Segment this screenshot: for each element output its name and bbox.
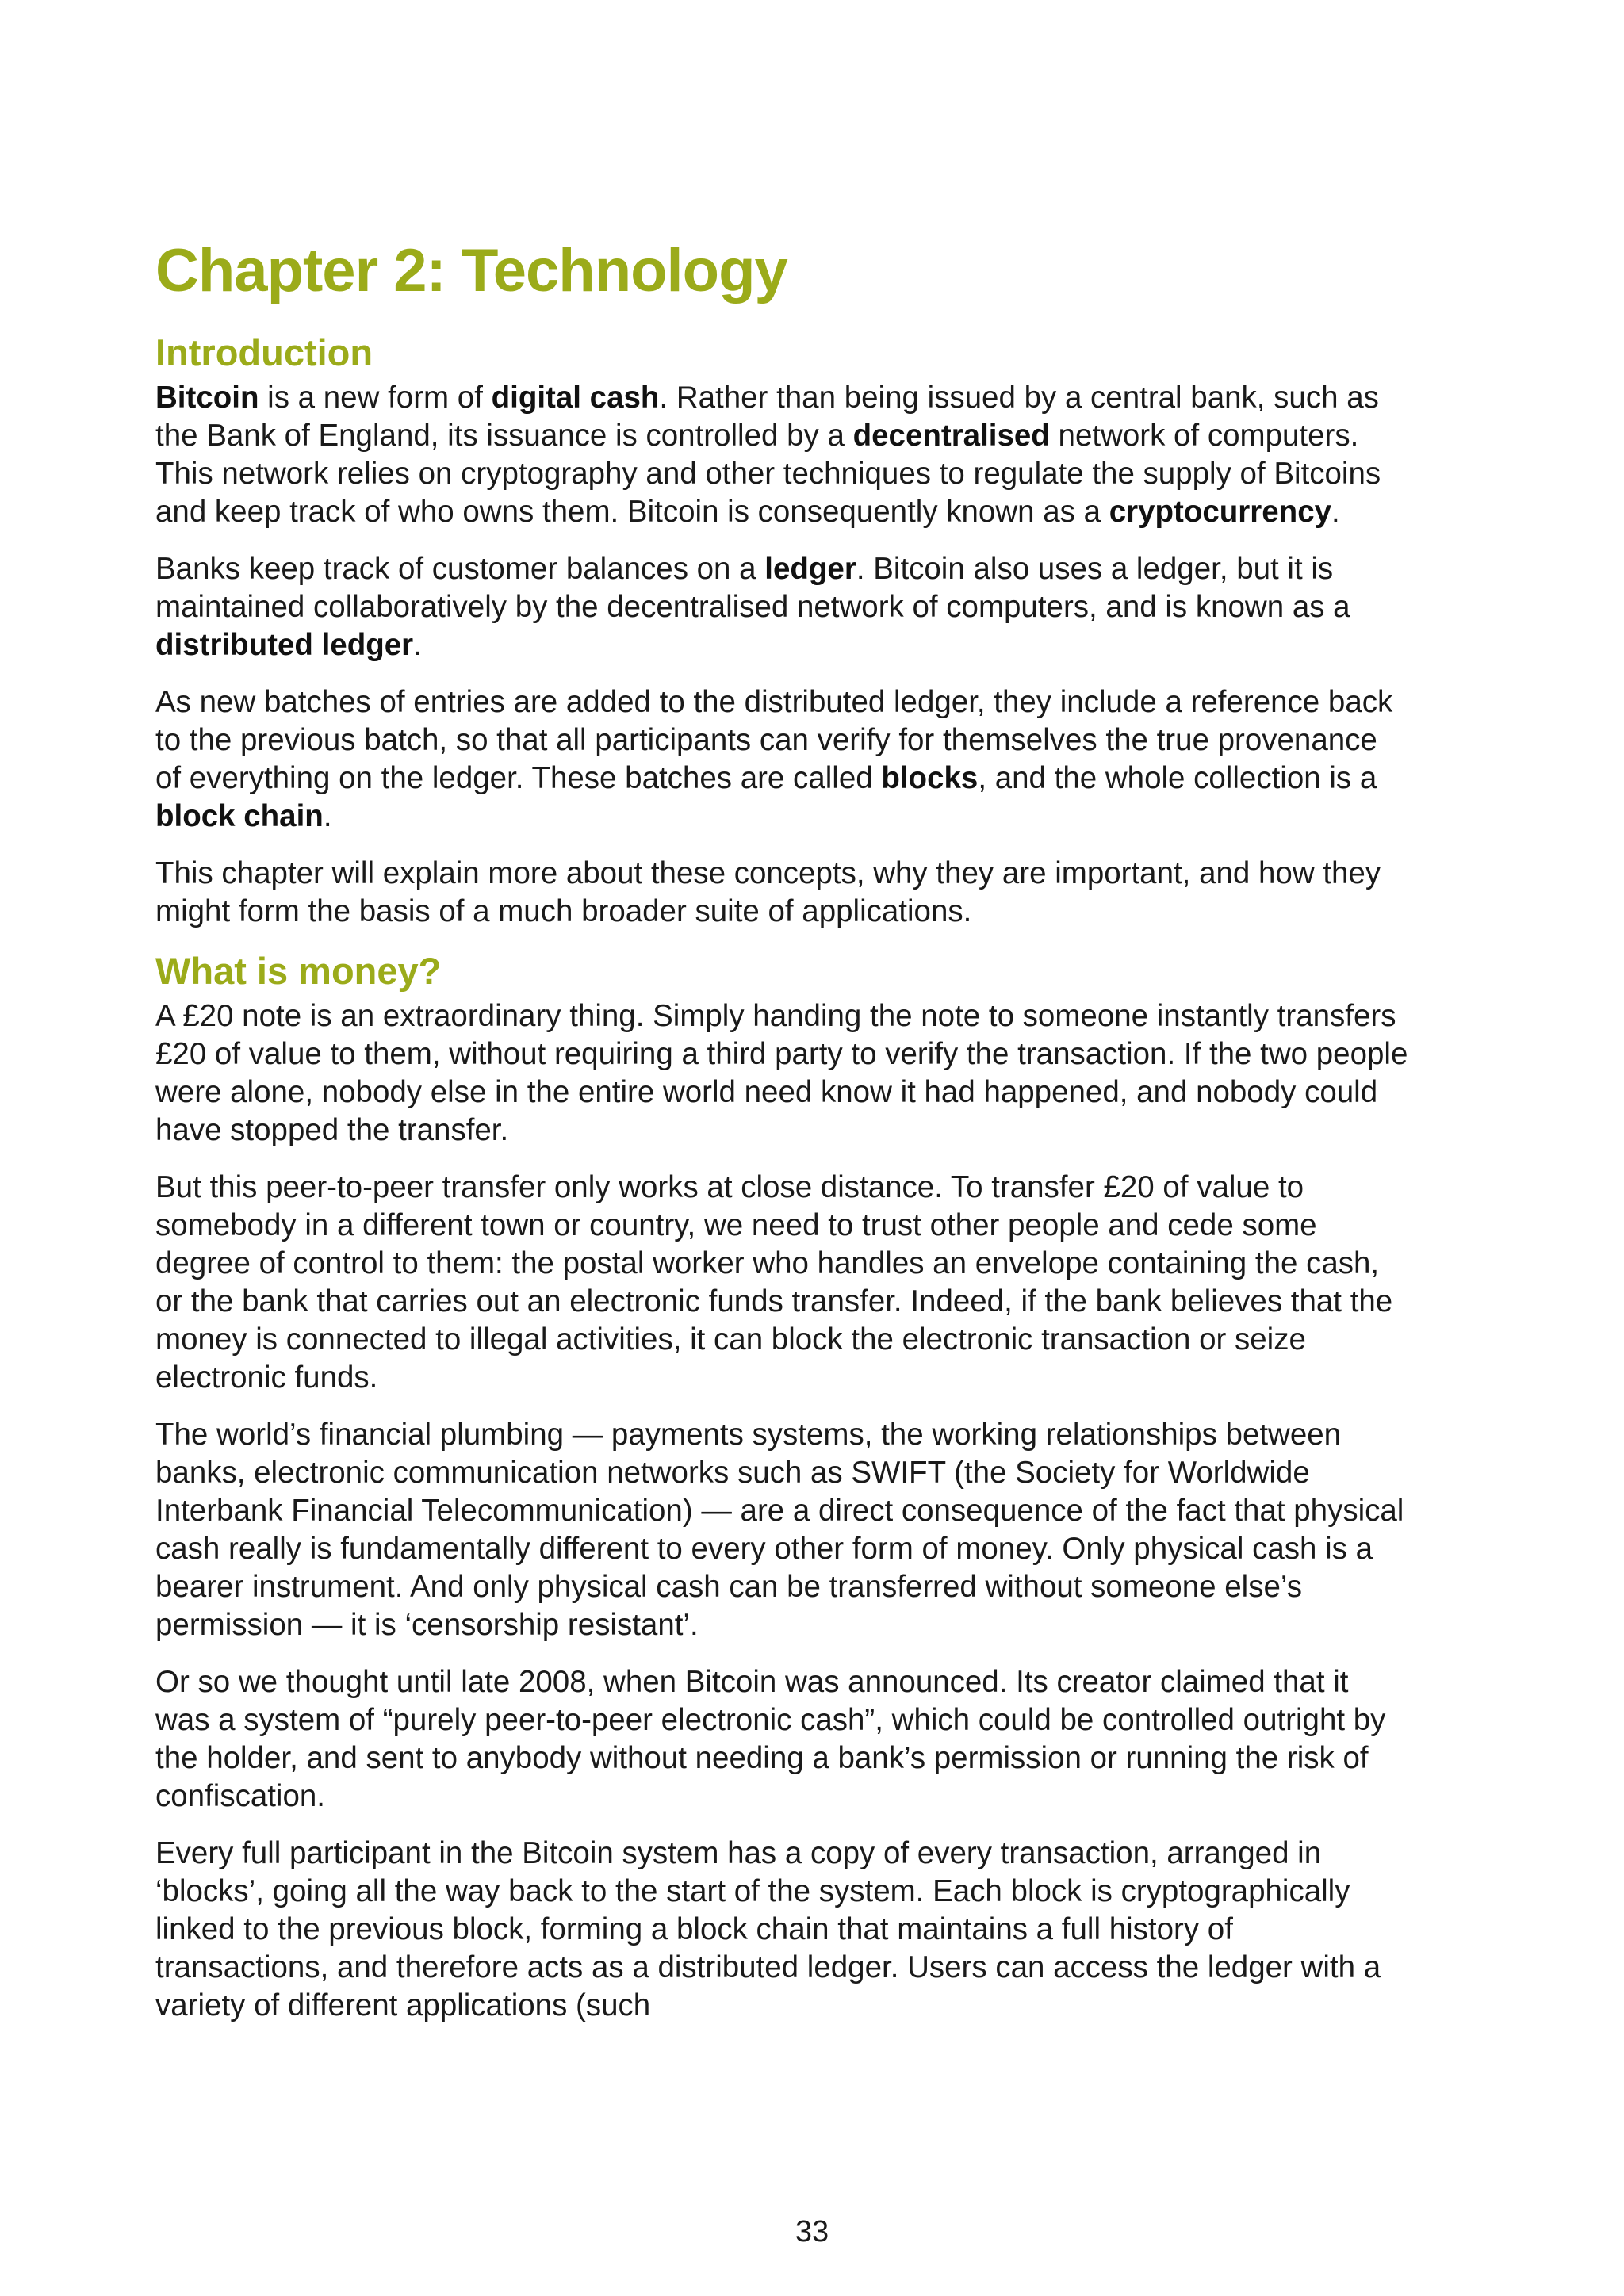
- term-blocks: blocks: [881, 760, 979, 795]
- money-paragraph-3: The world’s financial plumbing — payments systems, the working relationships between banks, electronic communication networks such as SWIFT (the Society for Worldwide Interbank Financial Telecommunication) — are a direct consequence of the fact that physical cash really is fundamentally different to every other form of money. Only physical cash is a bearer instrument. And only physical cash can be transferred without someone else’s permission — it is ‘censorship resistant’.: [155, 1417, 1404, 1642]
- intro-paragraph-2: [155, 550, 1408, 664]
- section-heading-what-is-money: What is money?: [155, 949, 442, 992]
- text-run: , and the whole collection is a: [978, 760, 1377, 795]
- text-run: .: [323, 798, 332, 833]
- text-run: Banks keep track of customer balances on a: [155, 551, 765, 586]
- text-run: . Bitcoin also uses a ledger, but it is maintained collaboratively by the decentralised network of computers, and is known as a: [155, 551, 1350, 624]
- money-paragraph-4: Or so we thought until late 2008, when Bitcoin was announced. Its creator claimed that it was a system of “purely peer-to-peer electronic cash”, which could be controlled outright by the holder, and sent to anybody without needing a bank’s permission or running the risk of confiscation.: [155, 1664, 1386, 1813]
- intro-paragraph-4: This chapter will explain more about these concepts, why they are important, and how they might form the basis of a much broader suite of applications.: [155, 855, 1381, 928]
- text-run: network of computers. This network relies on cryptography and other techniques to regulate the supply of Bitcoins and keep track of who owns them. Bitcoin is consequently known as a: [155, 418, 1381, 529]
- text-run: .: [1331, 494, 1340, 529]
- term-distributed-ledger: distributed ledger: [155, 627, 414, 662]
- intro-paragraph-1: [155, 379, 1408, 531]
- document-page: [155, 238, 1408, 2044]
- term-decentralised: decentralised: [852, 418, 1050, 453]
- intro-paragraph-3: [155, 683, 1408, 836]
- text-run: is a new form of: [259, 380, 492, 415]
- term-digital-cash: digital cash: [491, 380, 660, 415]
- section-heading-introduction: Introduction: [155, 331, 373, 373]
- term-cryptocurrency: cryptocurrency: [1109, 494, 1332, 529]
- money-paragraph-2: But this peer-to-peer transfer only works at close distance. To transfer £20 of value to somebody in a different town or country, we need to trust other people and cede some degree of control to them: the postal worker who handles an envelope containing the cash, or the bank that carries out an electronic funds transfer. Indeed, if the bank believes that the money is connected to illegal activities, it can block the electronic transaction or seize electronic funds.: [155, 1169, 1393, 1395]
- term-block-chain: block chain: [155, 798, 324, 833]
- text-run: . Rather than being issued by a central bank, such as the Bank of England, its issuance is controlled by a: [155, 380, 1379, 453]
- money-paragraph-1: A £20 note is an extraordinary thing. Simply handing the note to someone instantly transfers £20 of value to them, without requiring a third party to verify the transaction. If the two people were alone, nobody else in the entire world need know it had happened, and nobody could have stopped the transfer.: [155, 998, 1408, 1147]
- text-run: .: [413, 627, 422, 662]
- chapter-title: Chapter 2: Technology: [155, 237, 787, 304]
- term-ledger: ledger: [764, 551, 856, 586]
- money-paragraph-5: Every full participant in the Bitcoin system has a copy of every transaction, arranged in ‘blocks’, going all the way back to the start of the system. Each block is cryptographically linked to the previous block, forming a block chain that maintains a full history of transactions, and therefore acts as a distributed ledger. Users can access the ledger with a variety of different applications (such: [155, 1835, 1381, 2022]
- term-bitcoin: Bitcoin: [155, 380, 259, 415]
- text-run: As new batches of entries are added to the distributed ledger, they include a reference back to the previous batch, so that all participants can verify for themselves the true provenance of everything on the ledger. These batches are called: [155, 684, 1393, 795]
- page-number: 33: [795, 2215, 829, 2248]
